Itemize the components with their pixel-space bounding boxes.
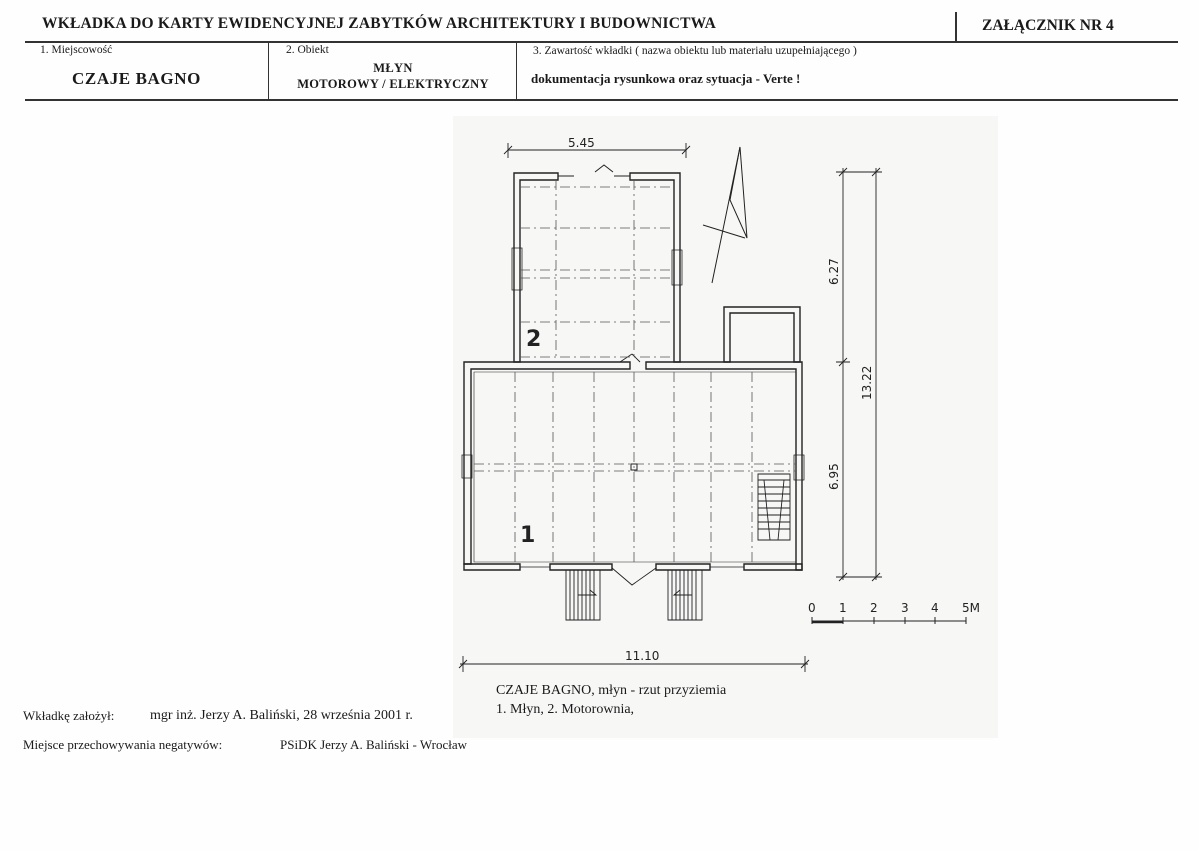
dim-right-total-label: 13.22 xyxy=(860,365,874,400)
content-label: 3. Zawartość wkładki ( nazwa obiektu lub materiału uzupełniającego ) xyxy=(533,45,857,57)
object-label: 2. Obiekt xyxy=(286,44,329,56)
scale-bar xyxy=(812,617,966,624)
locality-value: CZAJE BAGNO xyxy=(72,69,201,88)
scale-tick-5: 5M xyxy=(962,601,980,615)
room-1-label: 1 xyxy=(520,523,536,548)
external-steps xyxy=(566,570,702,620)
dim-top-label: 5.45 xyxy=(568,136,595,150)
card-title: WKŁADKA DO KARTY EWIDENCYJNEJ ZABYTKÓW ARCHITEKTURY I BUDOWNICTWA xyxy=(42,15,717,32)
content-value: dokumentacja rysunkowa oraz sytuacja - Verte ! xyxy=(531,71,801,86)
scale-tick-0: 0 xyxy=(808,601,816,615)
storage-value: PSiDK Jerzy A. Baliński - Wrocław xyxy=(280,737,467,752)
annex-number: ZAŁĄCZNIK NR 4 xyxy=(982,17,1114,34)
annex-structure xyxy=(724,307,800,362)
dim-bottom-label: 11.10 xyxy=(625,649,660,663)
scale-tick-2: 2 xyxy=(870,601,878,615)
scale-tick-4: 4 xyxy=(931,601,939,615)
caption-line-2: 1. Młyn, 2. Motorownia, xyxy=(496,702,635,717)
drawing-caption xyxy=(496,681,726,719)
author-value: mgr inż. Jerzy A. Baliński, 28 września 2001 r. xyxy=(150,708,413,723)
north-arrow-icon xyxy=(703,147,747,283)
dim-top xyxy=(504,143,690,158)
interior-stair xyxy=(758,474,790,540)
object-value-line1: MŁYN xyxy=(373,61,413,75)
object-value-line2: MOTOROWY / ELEKTRYCZNY xyxy=(297,77,489,91)
scale-tick-1: 1 xyxy=(839,601,847,615)
dim-right-upper-label: 6.27 xyxy=(827,258,841,285)
locality-label: 1. Miejscowość xyxy=(40,44,113,56)
axis-lines xyxy=(474,180,796,562)
storage-label: Miejsce przechowywania negatywów: xyxy=(23,737,223,752)
scale-tick-3: 3 xyxy=(901,601,909,615)
room-2-label: 2 xyxy=(526,327,542,352)
caption-line-1: CZAJE BAGNO, młyn - rzut przyziemia xyxy=(496,683,727,698)
dim-right-lower-label: 6.95 xyxy=(827,463,841,490)
dim-right xyxy=(836,168,882,581)
author-label: Wkładkę założył: xyxy=(23,708,115,723)
